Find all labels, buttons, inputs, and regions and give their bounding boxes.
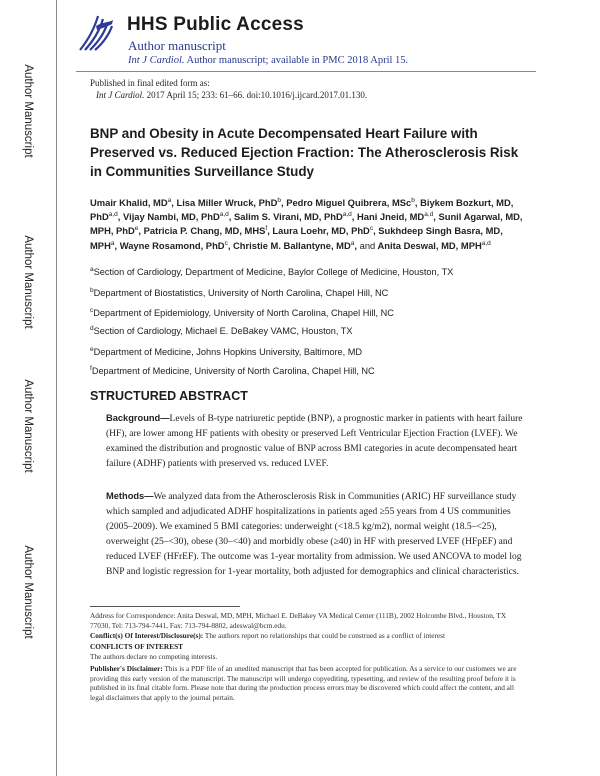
author-manuscript-subtitle: Author manuscript	[128, 38, 226, 53]
affiliation: $^d$Section of Cardiology, Michael E. DeBakey VAMC, Houston, TX	[90, 324, 353, 336]
hhs-eagle-logo-icon	[76, 10, 118, 56]
author: Salim S. Virani, MD, PhD$^{a,d}$	[234, 211, 352, 223]
author: Pedro Miguel Quibrera, MSc$^b$	[286, 196, 415, 208]
correspondence-note: Address for Correspondence: Anita Deswal, MD, MPH, Michael E. DeBakey VA Medical Center (111B), 2002 Holcombe Blvd., Houston, TX 77030, Tel: 713-794-7441, Fax: 713-794-8802, adeswal@bcm.edu.	[90, 611, 507, 630]
coi-text: The authors report no relationships that could be construed as a conflict of interest	[204, 631, 446, 640]
abstract-heading: STRUCTURED ABSTRACT	[90, 389, 248, 403]
author: Sunil Agarwal, MD, MPH, PhD$^e$	[90, 211, 523, 237]
coi-label: Conflict(s) Of Interest/Disclosure(s):	[90, 631, 204, 640]
author: Vijay Nambi, MD, PhD$^{a,d}$	[123, 211, 229, 223]
affiliation: $^a$Section of Cardiology, Department of Medicine, Baylor College of Medicine, Houston, TX	[90, 265, 454, 277]
side-label-author-manuscript: Author Manuscript	[22, 235, 34, 329]
methods-label: Methods—	[106, 491, 154, 501]
disclaimer-label: Publisher's Disclaimer:	[90, 664, 163, 673]
side-rule	[56, 0, 57, 776]
article-title: BNP and Obesity in Acute Decompensated Heart Failure with Preserved vs. Reduced Ejection Fraction: The Atherosclerosis Risk in Communities Surveillance Study	[90, 126, 519, 179]
abstract-background	[106, 411, 526, 472]
coi-statement: The authors declare no competing interests.	[90, 652, 218, 661]
author: Sukhdeep Singh Basra, MD, MPH$^a$	[90, 225, 503, 251]
author: Biykem Bozkurt, MD, PhD$^{a,d}$	[90, 197, 514, 223]
affiliation: $^c$Department of Epidemiology, University of North Carolina, Chapel Hill, NC	[90, 306, 394, 318]
affiliation: $^f$Department of Medicine, University of North Carolina, Chapel Hill, NC	[90, 364, 375, 376]
affiliation: $^b$Department of Biostatistics, University of North Carolina, Chapel Hill, NC	[90, 286, 389, 298]
author: Patricia P. Chang, MD, MHS$^f$	[143, 225, 268, 237]
disclaimer-text: This is a PDF file of an unedited manuscript that has been accepted for publication. As a service to our customers we are providing this early version of the manuscript. The manuscript will undergo copyediting, typesetting, and review of the resulting proof before it is published in its final citable form. Please note that during the production process errors may be discovered which could affect the content, and all legal disclaimers that apply to the journal pertain.	[90, 664, 517, 702]
author-list: Umair Khalid, $MD^a$, Lisa Miller Wruck, PhD$^b$, Pedro Miguel Quibrera, MSc$^b$, Biykem Bozkurt, MD, PhD$^{a,d}$, Vijay Nambi, MD, PhD$^{a,d}$, Salim S. Virani, MD, PhD$^{a,d}$, Hani Jneid, MD$^{a,d}$, Sunil Agarwal, MD, MPH, PhD$^e$, Patricia P. Chang, MD, MHS$^f$, Laura Loehr, MD, PhD$^c$, Sukhdeep Singh Basra, MD, MPH$^a$, Wayne Rosamond, PhD$^c$, Christie M. Ballantyne, $MD^a$, and Anita Deswal, MD, MPH$^{a,d}$	[90, 196, 523, 251]
side-label-author-manuscript: Author Manuscript	[22, 545, 34, 639]
author: Lisa Miller Wruck, PhD$^b$	[176, 196, 281, 208]
affiliation: $^e$Department of Medicine, Johns Hopkins University, Baltimore, MD	[90, 345, 363, 357]
availability-text: Author manuscript; available in PMC 2018 April 15.	[186, 55, 409, 66]
footnote-rule	[90, 606, 240, 607]
author: Anita Deswal, MD, MPH$^{a,d}$	[377, 239, 491, 251]
header-rule	[76, 71, 536, 72]
author: Laura Loehr, MD, PhD$^c$	[272, 225, 374, 237]
conflict-disclosure	[90, 631, 522, 641]
abstract-methods	[106, 489, 526, 580]
published-final-form: Published in final edited form as:	[90, 78, 210, 88]
hhs-public-access-title: HHS Public Access	[127, 14, 304, 35]
journal-availability	[128, 55, 408, 66]
journal-abbrev: Int J Cardiol.	[128, 55, 185, 66]
publisher-disclaimer	[90, 664, 522, 702]
background-label: Background—	[106, 413, 170, 423]
citation-journal: Int J Cardiol.	[96, 90, 145, 100]
side-label-author-manuscript: Author Manuscript	[22, 379, 34, 473]
background-text: Levels of B-type natriuretic peptide (BNP), a prognostic marker in patients with heart failure (HF), are lower among HF patients with obesity or preserved Left Ventricular Ejection Fraction (LVEF). We examined the distribution and prognostic value of BNP across BMI categories in acute decompensated heart failure (ADHF) patients with preserved vs. reduced LVEF.	[106, 414, 523, 469]
authors-and: and	[359, 239, 376, 251]
author: Umair Khalid, $MD^a$	[90, 196, 172, 208]
author: Hani Jneid, MD$^{a,d}$	[357, 211, 434, 223]
author: Wayne Rosamond, PhD$^c$	[119, 239, 228, 251]
author: Christie M. Ballantyne, $MD^a$	[233, 239, 355, 251]
side-label-author-manuscript: Author Manuscript	[22, 64, 34, 158]
coi-heading: CONFLICTS OF INTEREST	[90, 642, 183, 651]
citation-line	[96, 90, 367, 100]
methods-text: We analyzed data from the Atherosclerosis Risk in Communities (ARIC) HF surveillance study which sampled and adjudicated ADHF hospitalizations in patients aged ≥55 years from 4 US communities (2005–2009). We examined 5 BMI categories: underweight (<18.5 kg/m2), normal weight (18.5–<25), overweight (25–<30), obese (30–<40) and morbidly obese (≥40) in HF with preserved LVEF (HFpEF) and reduced LVEF (HFrEF). The outcome was 1-year mortality from admission. We used ANCOVA to model log BNP and logistic regression for 1-year mortality, both adjusted for demographics and clinical characteristics.	[106, 492, 522, 577]
citation-text: 2017 April 15; 233: 61–66. doi:10.1016/j.ijcard.2017.01.130.	[146, 90, 368, 100]
